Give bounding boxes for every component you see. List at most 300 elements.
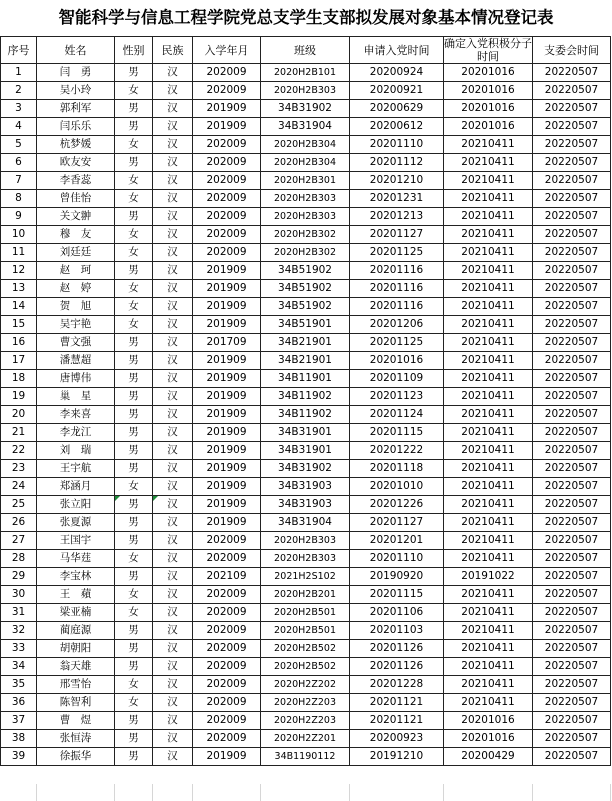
cell-enroll-date: 201909 (193, 280, 261, 298)
cell-enroll-date: 202009 (193, 64, 261, 82)
cell-activist-date: 20210411 (444, 676, 533, 694)
cell-index: 34 (1, 658, 37, 676)
cell-ethnicity: 汉 (153, 442, 193, 460)
cell-index: 36 (1, 694, 37, 712)
cell-committee-date: 20220507 (533, 136, 611, 154)
cell-name: 吴小玲 (37, 82, 115, 100)
cell-apply-date: 20190920 (350, 568, 444, 586)
cell-committee-date: 20220507 (533, 496, 611, 514)
cell-ethnicity: 汉 (153, 136, 193, 154)
cell-index: 19 (1, 388, 37, 406)
cell-gender: 男 (115, 568, 153, 586)
cell-enroll-date: 201909 (193, 460, 261, 478)
cell-ethnicity: 汉 (153, 676, 193, 694)
cell-class: 34B31901 (261, 424, 350, 442)
cell-ethnicity: 汉 (153, 334, 193, 352)
cell-committee-date: 20220507 (533, 208, 611, 226)
cell-enroll-date: 202009 (193, 136, 261, 154)
cell-ethnicity: 汉 (153, 460, 193, 478)
cell-apply-date: 20201106 (350, 604, 444, 622)
cell-gender: 男 (115, 64, 153, 82)
cell-class: 34B31904 (261, 514, 350, 532)
cell-class: 2020H2B303 (261, 208, 350, 226)
cell-apply-date: 20191210 (350, 748, 444, 766)
cell-activist-date: 20210411 (444, 226, 533, 244)
table-row (1, 460, 611, 478)
table-row (1, 370, 611, 388)
cell-gender: 女 (115, 298, 153, 316)
cell-class: 34B11902 (261, 406, 350, 424)
cell-committee-date: 20220507 (533, 532, 611, 550)
cell-enroll-date: 202009 (193, 226, 261, 244)
header-index: 序号 (1, 37, 37, 64)
cell-apply-date: 20201110 (350, 136, 444, 154)
cell-name: 王 蘋 (37, 586, 115, 604)
cell-enroll-date: 202009 (193, 172, 261, 190)
cell-activist-date: 20201016 (444, 730, 533, 748)
cell-apply-date: 20201112 (350, 154, 444, 172)
cell-class: 2020H2B502 (261, 640, 350, 658)
table-row (1, 748, 611, 766)
cell-ethnicity: 汉 (153, 118, 193, 136)
table-row (1, 118, 611, 136)
cell-committee-date: 20220507 (533, 622, 611, 640)
cell-activist-date: 20201016 (444, 712, 533, 730)
cell-gender: 男 (115, 424, 153, 442)
cell-ethnicity: 汉 (153, 388, 193, 406)
cell-class: 2020H2B303 (261, 82, 350, 100)
cell-ethnicity: 汉 (153, 586, 193, 604)
cell-gender: 男 (115, 622, 153, 640)
table-row (1, 388, 611, 406)
cell-activist-date: 20210411 (444, 604, 533, 622)
cell-class: 34B51902 (261, 262, 350, 280)
cell-name: 王国宇 (37, 532, 115, 550)
cell-enroll-date: 202009 (193, 730, 261, 748)
cell-activist-date: 20210411 (444, 172, 533, 190)
cell-index: 11 (1, 244, 37, 262)
cell-activist-date: 20210411 (444, 442, 533, 460)
cell-name: 李来喜 (37, 406, 115, 424)
cell-apply-date: 20201110 (350, 550, 444, 568)
cell-ethnicity: 汉 (153, 298, 193, 316)
cell-gender: 男 (115, 496, 153, 514)
cell-apply-date: 20201125 (350, 334, 444, 352)
cell-name: 吴宇艳 (37, 316, 115, 334)
cell-activist-date: 20210411 (444, 514, 533, 532)
cell-enroll-date: 201909 (193, 514, 261, 532)
cell-committee-date: 20220507 (533, 316, 611, 334)
cell-index: 23 (1, 460, 37, 478)
cell-committee-date: 20220507 (533, 154, 611, 172)
cell-apply-date: 20201127 (350, 226, 444, 244)
cell-enroll-date: 202009 (193, 190, 261, 208)
cell-class: 2020H2B501 (261, 622, 350, 640)
cell-index: 3 (1, 100, 37, 118)
cell-committee-date: 20220507 (533, 406, 611, 424)
cell-enroll-date: 202009 (193, 676, 261, 694)
cell-index: 17 (1, 352, 37, 370)
table-row (1, 478, 611, 496)
table-row (1, 172, 611, 190)
table-row (1, 208, 611, 226)
table-row (1, 658, 611, 676)
cell-gender: 男 (115, 352, 153, 370)
cell-enroll-date: 202009 (193, 640, 261, 658)
cell-activist-date: 20201016 (444, 82, 533, 100)
cell-apply-date: 20201210 (350, 172, 444, 190)
cell-committee-date: 20220507 (533, 298, 611, 316)
cell-committee-date: 20220507 (533, 82, 611, 100)
cell-activist-date: 20210411 (444, 406, 533, 424)
cell-index: 5 (1, 136, 37, 154)
cell-class: 2020H2B501 (261, 604, 350, 622)
cell-enroll-date: 202009 (193, 154, 261, 172)
table-row (1, 712, 611, 730)
cell-ethnicity: 汉 (153, 640, 193, 658)
cell-index: 33 (1, 640, 37, 658)
cell-committee-date: 20220507 (533, 514, 611, 532)
cell-activist-date: 20210411 (444, 460, 533, 478)
cell-index: 25 (1, 496, 37, 514)
cell-enroll-date: 202009 (193, 604, 261, 622)
cell-enroll-date: 201909 (193, 316, 261, 334)
cell-activist-date: 20201016 (444, 100, 533, 118)
cell-class: 34B31902 (261, 100, 350, 118)
cell-apply-date: 20201115 (350, 424, 444, 442)
table-row (1, 100, 611, 118)
cell-gender: 女 (115, 478, 153, 496)
table-row (1, 586, 611, 604)
cell-ethnicity: 汉 (153, 478, 193, 496)
cell-name: 徐振华 (37, 748, 115, 766)
cell-apply-date: 20201124 (350, 406, 444, 424)
cell-activist-date: 20210411 (444, 424, 533, 442)
cell-index: 16 (1, 334, 37, 352)
cell-enroll-date: 201909 (193, 352, 261, 370)
cell-enroll-date: 202009 (193, 712, 261, 730)
header-activist-date: 确定入党积极分子时间 (444, 37, 532, 63)
cell-enroll-date: 202009 (193, 586, 261, 604)
cell-enroll-date: 202009 (193, 532, 261, 550)
cell-committee-date: 20220507 (533, 568, 611, 586)
cell-apply-date: 20201116 (350, 298, 444, 316)
cell-gender: 男 (115, 118, 153, 136)
cell-activist-date: 20210411 (444, 244, 533, 262)
cell-name: 欧友安 (37, 154, 115, 172)
cell-ethnicity: 汉 (153, 226, 193, 244)
cell-committee-date: 20220507 (533, 280, 611, 298)
cell-name: 赵 婷 (37, 280, 115, 298)
cell-name: 曾佳怡 (37, 190, 115, 208)
table-row (1, 622, 611, 640)
cell-enroll-date: 201709 (193, 334, 261, 352)
cell-committee-date: 20220507 (533, 586, 611, 604)
cell-apply-date: 20201116 (350, 262, 444, 280)
table-row (1, 514, 611, 532)
table-header (1, 37, 611, 64)
cell-committee-date: 20220507 (533, 712, 611, 730)
cell-name: 闫乐乐 (37, 118, 115, 136)
cell-index: 10 (1, 226, 37, 244)
cell-committee-date: 20220507 (533, 676, 611, 694)
cell-apply-date: 20201121 (350, 694, 444, 712)
header-apply-date: 申请入党时间 (350, 37, 444, 64)
cell-class: 2020H2Z203 (261, 694, 350, 712)
cell-index: 9 (1, 208, 37, 226)
cell-apply-date: 20201226 (350, 496, 444, 514)
cell-gender: 男 (115, 712, 153, 730)
cell-ethnicity: 汉 (153, 748, 193, 766)
cell-ethnicity: 汉 (153, 550, 193, 568)
cell-enroll-date: 202009 (193, 208, 261, 226)
sheet-gridlines (0, 784, 612, 801)
header-row (1, 37, 611, 64)
cell-apply-date: 20200921 (350, 82, 444, 100)
cell-activist-date: 20201016 (444, 118, 533, 136)
cell-committee-date: 20220507 (533, 190, 611, 208)
cell-enroll-date: 201909 (193, 478, 261, 496)
cell-apply-date: 20201206 (350, 316, 444, 334)
cell-index: 4 (1, 118, 37, 136)
cell-class: 2020H2B304 (261, 136, 350, 154)
cell-class: 2020H2B201 (261, 586, 350, 604)
registration-table (0, 36, 611, 766)
cell-ethnicity: 汉 (153, 172, 193, 190)
cell-class: 2020H2Z201 (261, 730, 350, 748)
cell-gender: 女 (115, 190, 153, 208)
cell-apply-date: 20201010 (350, 478, 444, 496)
cell-name: 张立阳 (37, 496, 115, 514)
cell-enroll-date: 202009 (193, 82, 261, 100)
cell-committee-date: 20220507 (533, 388, 611, 406)
cell-gender: 男 (115, 262, 153, 280)
cell-committee-date: 20220507 (533, 370, 611, 388)
cell-gender: 男 (115, 460, 153, 478)
cell-class: 34B51901 (261, 316, 350, 334)
cell-ethnicity: 汉 (153, 208, 193, 226)
cell-class: 2020H2Z203 (261, 712, 350, 730)
cell-name: 刘廷廷 (37, 244, 115, 262)
cell-ethnicity: 汉 (153, 316, 193, 334)
cell-class: 34B31901 (261, 442, 350, 460)
cell-activist-date: 20210411 (444, 208, 533, 226)
cell-class: 2020H2B302 (261, 226, 350, 244)
cell-activist-date: 20210411 (444, 154, 533, 172)
cell-class: 34B31903 (261, 478, 350, 496)
table-row (1, 604, 611, 622)
cell-activist-date: 20210411 (444, 550, 533, 568)
cell-activist-date: 20210411 (444, 298, 533, 316)
cell-activist-date: 20200429 (444, 748, 533, 766)
cell-index: 15 (1, 316, 37, 334)
header-enroll-date: 入学年月 (193, 37, 261, 64)
cell-ethnicity: 汉 (153, 244, 193, 262)
cell-index: 24 (1, 478, 37, 496)
cell-name: 胡朝阳 (37, 640, 115, 658)
cell-committee-date: 20220507 (533, 730, 611, 748)
cell-class: 2020H2Z202 (261, 676, 350, 694)
cell-activist-date: 20210411 (444, 532, 533, 550)
cell-name: 张恒涛 (37, 730, 115, 748)
cell-apply-date: 20200629 (350, 100, 444, 118)
cell-enroll-date: 201909 (193, 118, 261, 136)
cell-activist-date: 20210411 (444, 586, 533, 604)
cell-activist-date: 20210411 (444, 352, 533, 370)
cell-name: 李龙江 (37, 424, 115, 442)
cell-enroll-date: 202009 (193, 244, 261, 262)
cell-ethnicity: 汉 (153, 352, 193, 370)
cell-enroll-date: 202009 (193, 658, 261, 676)
cell-index: 26 (1, 514, 37, 532)
cell-committee-date: 20220507 (533, 64, 611, 82)
cell-committee-date: 20220507 (533, 748, 611, 766)
cell-class: 2020H2B502 (261, 658, 350, 676)
table-row (1, 298, 611, 316)
cell-name: 李宝林 (37, 568, 115, 586)
cell-committee-date: 20220507 (533, 478, 611, 496)
cell-apply-date: 20201109 (350, 370, 444, 388)
cell-ethnicity: 汉 (153, 190, 193, 208)
cell-committee-date: 20220507 (533, 442, 611, 460)
cell-activist-date: 20210411 (444, 640, 533, 658)
cell-apply-date: 20201228 (350, 676, 444, 694)
cell-committee-date: 20220507 (533, 640, 611, 658)
cell-enroll-date: 202009 (193, 622, 261, 640)
table-row (1, 262, 611, 280)
table-row (1, 676, 611, 694)
cell-gender: 女 (115, 226, 153, 244)
cell-name: 郭利军 (37, 100, 115, 118)
cell-class: 2020H2B303 (261, 532, 350, 550)
cell-enroll-date: 201909 (193, 370, 261, 388)
header-name: 姓名 (37, 37, 115, 64)
cell-class: 2020H2B301 (261, 172, 350, 190)
cell-activist-date: 20210411 (444, 136, 533, 154)
cell-gender: 女 (115, 676, 153, 694)
cell-gender: 男 (115, 370, 153, 388)
cell-class: 2021H2S102 (261, 568, 350, 586)
cell-enroll-date: 201909 (193, 262, 261, 280)
cell-apply-date: 20201121 (350, 712, 444, 730)
cell-ethnicity: 汉 (153, 280, 193, 298)
cell-class: 34B11901 (261, 370, 350, 388)
cell-index: 31 (1, 604, 37, 622)
cell-class: 34B51902 (261, 280, 350, 298)
cell-name: 潘慧超 (37, 352, 115, 370)
cell-index: 30 (1, 586, 37, 604)
cell-gender: 男 (115, 100, 153, 118)
cell-activist-date: 20210411 (444, 262, 533, 280)
cell-ethnicity: 汉 (153, 64, 193, 82)
cell-ethnicity: 汉 (153, 658, 193, 676)
cell-enroll-date: 202009 (193, 550, 261, 568)
cell-ethnicity: 汉 (153, 604, 193, 622)
table-row (1, 532, 611, 550)
table-row (1, 424, 611, 442)
cell-gender: 女 (115, 586, 153, 604)
cell-index: 18 (1, 370, 37, 388)
table-row (1, 244, 611, 262)
cell-index: 20 (1, 406, 37, 424)
cell-committee-date: 20220507 (533, 100, 611, 118)
cell-apply-date: 20201103 (350, 622, 444, 640)
cell-committee-date: 20220507 (533, 118, 611, 136)
table-row (1, 316, 611, 334)
cell-index: 6 (1, 154, 37, 172)
cell-apply-date: 20201127 (350, 514, 444, 532)
cell-committee-date: 20220507 (533, 262, 611, 280)
cell-ethnicity: 汉 (153, 496, 193, 514)
table-row (1, 442, 611, 460)
cell-index: 22 (1, 442, 37, 460)
cell-class: 34B51902 (261, 298, 350, 316)
table-row (1, 154, 611, 172)
cell-index: 27 (1, 532, 37, 550)
cell-name: 曹文强 (37, 334, 115, 352)
cell-committee-date: 20220507 (533, 658, 611, 676)
cell-apply-date: 20201126 (350, 640, 444, 658)
table-row (1, 550, 611, 568)
cell-index: 21 (1, 424, 37, 442)
cell-class: 34B11902 (261, 388, 350, 406)
cell-ethnicity: 汉 (153, 424, 193, 442)
cell-enroll-date: 201909 (193, 424, 261, 442)
cell-activist-date: 20210411 (444, 316, 533, 334)
cell-apply-date: 20200612 (350, 118, 444, 136)
table-row (1, 82, 611, 100)
cell-enroll-date: 202009 (193, 694, 261, 712)
table-row (1, 352, 611, 370)
cell-name: 王宇航 (37, 460, 115, 478)
table-body (1, 64, 611, 766)
cell-ethnicity: 汉 (153, 82, 193, 100)
cell-index: 14 (1, 298, 37, 316)
table-row (1, 730, 611, 748)
cell-gender: 男 (115, 208, 153, 226)
cell-apply-date: 20201016 (350, 352, 444, 370)
table-row (1, 640, 611, 658)
cell-apply-date: 20201116 (350, 280, 444, 298)
cell-apply-date: 20201201 (350, 532, 444, 550)
cell-ethnicity: 汉 (153, 568, 193, 586)
cell-class: 2020H2B304 (261, 154, 350, 172)
cell-gender: 男 (115, 406, 153, 424)
cell-gender: 女 (115, 244, 153, 262)
cell-apply-date: 20201222 (350, 442, 444, 460)
cell-enroll-date: 201909 (193, 298, 261, 316)
cell-ethnicity: 汉 (153, 694, 193, 712)
header-gender: 性别 (115, 37, 153, 64)
cell-gender: 女 (115, 694, 153, 712)
cell-index: 28 (1, 550, 37, 568)
cell-activist-date: 20210411 (444, 496, 533, 514)
cell-name: 巢 星 (37, 388, 115, 406)
cell-activist-date: 20210411 (444, 658, 533, 676)
cell-name: 陈智利 (37, 694, 115, 712)
cell-apply-date: 20201231 (350, 190, 444, 208)
cell-gender: 男 (115, 748, 153, 766)
cell-apply-date: 20201213 (350, 208, 444, 226)
cell-activist-date: 20210411 (444, 622, 533, 640)
cell-class: 34B21901 (261, 334, 350, 352)
cell-committee-date: 20220507 (533, 694, 611, 712)
cell-activist-date: 20210411 (444, 694, 533, 712)
table-row (1, 334, 611, 352)
cell-gender: 女 (115, 136, 153, 154)
cell-ethnicity: 汉 (153, 730, 193, 748)
cell-index: 38 (1, 730, 37, 748)
